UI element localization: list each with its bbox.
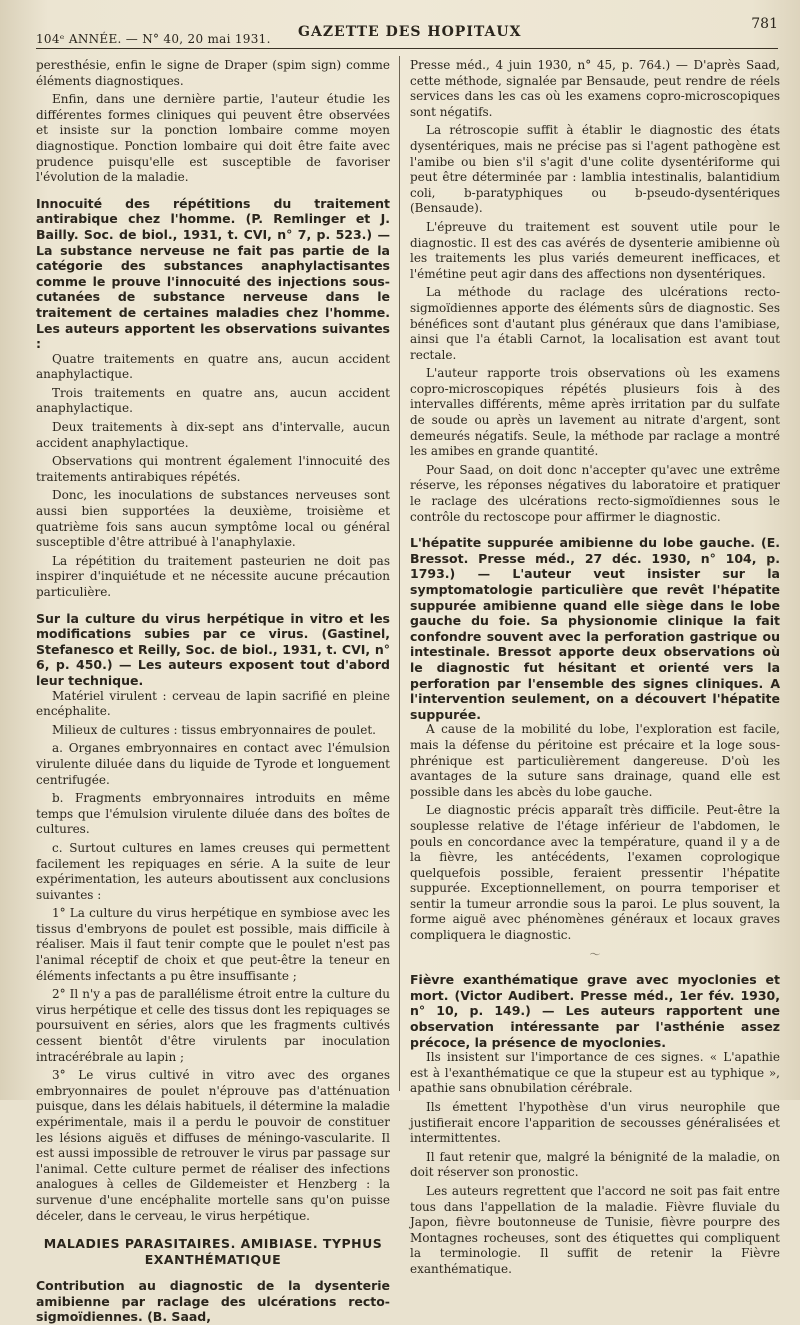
left-paragraph-text: 2° Il n'y a pas de parallélisme étroit entre la culture du virus herpétique et celle des tissus dont les repiquages se poursuivent en séries, alors que les fragments cultivés cessent bientôt d'être virulents par inoculation intracérébrale au lapin ; bbox=[36, 987, 390, 1064]
left-paragraph-text: a. Organes embryonnaires en contact avec l'émulsion virulente diluée dans du liquide de Tyrode et longuement centrifugée. bbox=[36, 741, 390, 787]
right-paragraph-text: A cause de la mobilité du lobe, l'exploration est facile, mais la défense du péritoine est précaire et la loge sous-phrénique est particulièrement dangereuse. D'où les avantages de la suture sans drainage, quand elle est possible dans les abcès du lobe gauche. bbox=[410, 722, 780, 799]
left-paragraph-text: Deux traitements à dix-sept ans d'intervalle, aucun accident anaphylactique. bbox=[36, 420, 390, 450]
right-paragraph bbox=[410, 1050, 780, 1097]
left-article-heading: Contribution au diagnostic de la dysenterie amibienne par raclage des ulcérations recto-sigmoïdiennes. (B. Saad, bbox=[36, 1278, 390, 1325]
right-column bbox=[410, 58, 780, 1276]
right-paragraph bbox=[410, 1100, 780, 1147]
left-paragraph bbox=[36, 791, 390, 838]
left-paragraph-text: Quatre traitements en quatre ans, aucun accident anaphylactique. bbox=[36, 351, 390, 382]
left-paragraph-text: 3° Le virus cultivé in vitro avec des organes embryonnaires de poulet n'éprouve pas d'atténuation puisque, dans les délais habituels, il détermine la maladie expérimentale, mais il a perdu le pouvoir de constituer les lésions aiguës et diffuses de méningo-vascularite. Il est aussi impossible de retrouver le virus par passage sur l'animal. Cette culture permet de réaliser des infections analogues à celles de Gildemeister et Henzberg : la survenue d'une encéphalite mortelle sans qu'on puisse déceler, dans le cerveau, le virus herpétique. bbox=[36, 1068, 390, 1223]
left-paragraph-text: Donc, les inoculations de substances nerveuses sont aussi bien supportées la deuxième, troisième et quatrième fois sans aucun symptôme local ou général susceptible d'être attribué à l'anaphylaxie. bbox=[36, 488, 390, 550]
right-paragraph bbox=[410, 803, 780, 943]
left-paragraph bbox=[36, 841, 390, 903]
left-paragraph bbox=[36, 741, 390, 788]
right-paragraph bbox=[410, 722, 780, 800]
right-paragraph-text: Presse méd., 4 juin 1930, n° 45, p. 764.) — D'après Saad, cette méthode, signalée par Bensaude, peut rendre de réels services dans les cas où les examens copro-microscopiques sont négatifs. bbox=[410, 58, 780, 119]
page-header bbox=[36, 14, 778, 49]
left-paragraph-text: Observations qui montrent également l'innocuité des traitements antirabiques répétés. bbox=[36, 454, 390, 484]
left-paragraph bbox=[36, 554, 390, 601]
left-paragraph bbox=[36, 420, 390, 451]
right-paragraph bbox=[410, 123, 780, 217]
right-article-heading: L'hépatite suppurée amibienne du lobe gauche. (E. Bressot. Presse méd., 27 déc. 1930, n° 104, p. 1793.) — L'auteur veut insister sur la symptomatologie particulière que revêt l'hépatite suppurée amibienne quand elle siège dans le lobe gauche du foie. Sa physionomie clinique la fait confondre souvent avec la perforation gastrique ou intestinale. Bressot apporte deux observations où le diagnostic fut hésitant et orienté vers la perforation par l'ensemble des signes cliniques. A l'intervention seulement, on a découvert l'hépatite suppurée. bbox=[410, 535, 780, 722]
left-paragraph-text: b. Fragments embryonnaires introduits en même temps que l'émulsion virulente diluée dans des boîtes de cultures. bbox=[36, 791, 390, 837]
column-divider bbox=[399, 56, 400, 1091]
right-paragraph bbox=[410, 1184, 780, 1278]
right-paragraph bbox=[410, 220, 780, 282]
left-paragraph bbox=[36, 906, 390, 984]
left-article-heading: Innocuité des répétitions du traitement antirabique chez l'homme. (P. Remlinger et J. Bailly. Soc. de biol., 1931, t. CVI, n° 7, p. 523.) — La substance nerveuse ne fait pas partie de la catégorie des substances anaphylactisantes comme le prouve l'innocuité des injections sous-cutanées de substance nerveuse dans le traitement de certaines maladies chez l'homme. Les auteurs apportent les observations suivantes : bbox=[36, 195, 390, 352]
left-paragraph bbox=[36, 987, 390, 1065]
left-column bbox=[36, 58, 390, 1325]
left-paragraph-text: c. Surtout cultures en lames creuses qui permettent facilement les repiquages en série. A la suite de leur expérimentation, les auteurs aboutissent aux conclusions suivantes : bbox=[36, 840, 390, 902]
left-paragraph bbox=[36, 689, 390, 720]
right-paragraph-text: L'épreuve du traitement est souvent utile pour le diagnostic. Il est des cas avérés de dysenterie amibienne où les traitements les plus variés demeurent inefficaces, et l'émétine peut agir dans des affections non dysentériques. bbox=[410, 219, 780, 281]
left-paragraph bbox=[36, 723, 390, 739]
right-paragraph-text: La méthode du raclage des ulcérations recto-sigmoïdiennes apporte des éléments sûrs de diagnostic. Ses bénéfices sont d'autant plus généraux que dans l'amibiase, ainsi que l'a établi Carnot, la localisation est avant tout rectale. bbox=[410, 285, 780, 362]
right-paragraph-text: Le diagnostic précis apparaît très difficile. Peut-être la souplesse relative de l'étage inférieur de l'abdomen, le pouls en concordance avec la température, quand il y a de la fièvre, les antécédents, l'examen coprologique quelquefois possible, feraient pressentir l'hépatite suppurée. Exceptionnellement, on pourra temporiser et sentir la tumeur arrondie sous la paroi. Le plus souvent, la forme aiguë avec phénomènes généraux et locaux graves compliquera le diagnostic. bbox=[410, 803, 780, 943]
right-paragraph-text: Il faut retenir que, malgré la bénignité de la maladie, on doit réserver son pronostic. bbox=[410, 1149, 780, 1180]
right-paragraph-text: Ils émettent l'hypothèse d'un virus neurophile que justifierait encore l'apparition de secousses généralisées et intermittentes. bbox=[410, 1100, 780, 1146]
right-paragraph bbox=[410, 366, 780, 460]
left-paragraph-text: La répétition du traitement pasteurien ne doit pas inspirer d'inquiétude et ne nécessite aucune précaution particulière. bbox=[36, 553, 390, 599]
right-paragraph-text: La rétroscopie suffit à établir le diagnostic des états dysentériques, mais ne précise pas si l'agent pathogène est l'amibe ou bien s'il s'agit d'une colite dysentériforme qui peut être déterminée par : lamblia intestinalis, balantidium coli, b-paratyphiques ou b-pseudo-dysentériques (Bensaude). bbox=[410, 123, 780, 216]
left-paragraph bbox=[36, 1068, 390, 1224]
left-paragraph-text: peresthésie, enfin le signe de Draper (spim sign) comme éléments diagnostiques. bbox=[36, 58, 390, 88]
left-paragraph-text: Matériel virulent : cerveau de lapin sacrifié en pleine encéphalite. bbox=[36, 688, 390, 719]
left-paragraph-text: Trois traitements en quatre ans, aucun accident anaphylactique. bbox=[36, 385, 390, 416]
ornament-divider: 〜 bbox=[589, 947, 601, 961]
right-paragraph-text: Pour Saad, on doit donc n'accepter qu'avec une extrême réserve, les réponses négatives du laboratoire et pratiquer le raclage des ulcérations recto-sigmoïdiennes sous le contrôle du rectoscope pour affirmer le diagnostic. bbox=[410, 462, 780, 524]
left-paragraph bbox=[36, 92, 390, 186]
left-paragraph bbox=[36, 352, 390, 383]
journal-title: GAZETTE DES HOPITAUX bbox=[298, 24, 522, 40]
left-paragraph bbox=[36, 454, 390, 485]
left-paragraph-text: Milieux de cultures : tissus embryonnaires de poulet. bbox=[52, 722, 376, 737]
right-paragraph-text: Ils insistent sur l'importance de ces signes. « L'apathie est à l'exanthématique ce que la stupeur est au typhique », apathie sans obnubilation cérébrale. bbox=[410, 1050, 780, 1096]
left-paragraph bbox=[36, 488, 390, 550]
issue-info: 104ᵉ ANNÉE. — N° 40, 20 mai 1931. bbox=[36, 32, 271, 46]
left-article-heading: Sur la culture du virus herpétique in vitro et les modifications subies par ce virus. (Gastinel, Stefanesco et Reilly, Soc. de biol., 1931, t. CVI, n° 6, p. 450.) — Les auteurs exposent tout d'abord leur technique. bbox=[36, 610, 390, 688]
page-number: 781 bbox=[751, 16, 778, 32]
left-paragraph-text: 1° La culture du virus herpétique en symbiose avec les tissus d'embryons de poulet est possible, mais difficile à réaliser. Mais il faut tenir compte que le poulet n'est pas l'animal réceptif de choix et que peut-être la teneur en éléments infectants a pu être insuffisante ; bbox=[36, 906, 390, 983]
section-title: MALADIES PARASITAIRES. AMIBIASE. TYPHUS EXANTHÉMATIQUE bbox=[43, 1236, 383, 1268]
left-paragraph-text: Enfin, dans une dernière partie, l'auteur étudie les différentes formes cliniques qui peuvent être observées et insiste sur la ponction lombaire comme moyen diagnostique. Ponction lombaire qui doit être faite avec prudence puisqu'elle est susceptible de favoriser l'évolution de la maladie. bbox=[36, 92, 390, 185]
right-paragraph-text: Les auteurs regrettent que l'accord ne soit pas fait entre tous dans l'appellation de la maladie. Fièvre fluviale du Japon, fièvre boutonneuse de Tunisie, fièvre pourpre des Montagnes rocheuses, sont des étiquettes qui compliquent la terminologie. Il suffit de retenir la Fièvre exanthématique. bbox=[410, 1183, 780, 1276]
right-paragraph-text: L'auteur rapporte trois observations où les examens copro-microscopiques répétés plusieurs fois à des intervalles différents, même après irritation par du sulfate de soude ou après un lavement au nitrate d'argent, sont demeurés négatifs. Seule, la méthode par raclage a montré les amibes en grande quantité. bbox=[410, 366, 780, 459]
right-paragraph bbox=[410, 1150, 780, 1181]
right-article-heading: Fièvre exanthématique grave avec myoclonies et mort. (Victor Audibert. Presse méd., 1er fév. 1930, n° 10, p. 149.) — Les auteurs rapportent une observation intéressante par l'asthénie assez précoce, la présence de myoclonies. bbox=[410, 972, 780, 1050]
right-paragraph bbox=[410, 463, 780, 525]
right-paragraph bbox=[410, 285, 780, 363]
right-paragraph bbox=[410, 58, 780, 120]
left-paragraph bbox=[36, 386, 390, 417]
left-paragraph bbox=[36, 58, 390, 89]
